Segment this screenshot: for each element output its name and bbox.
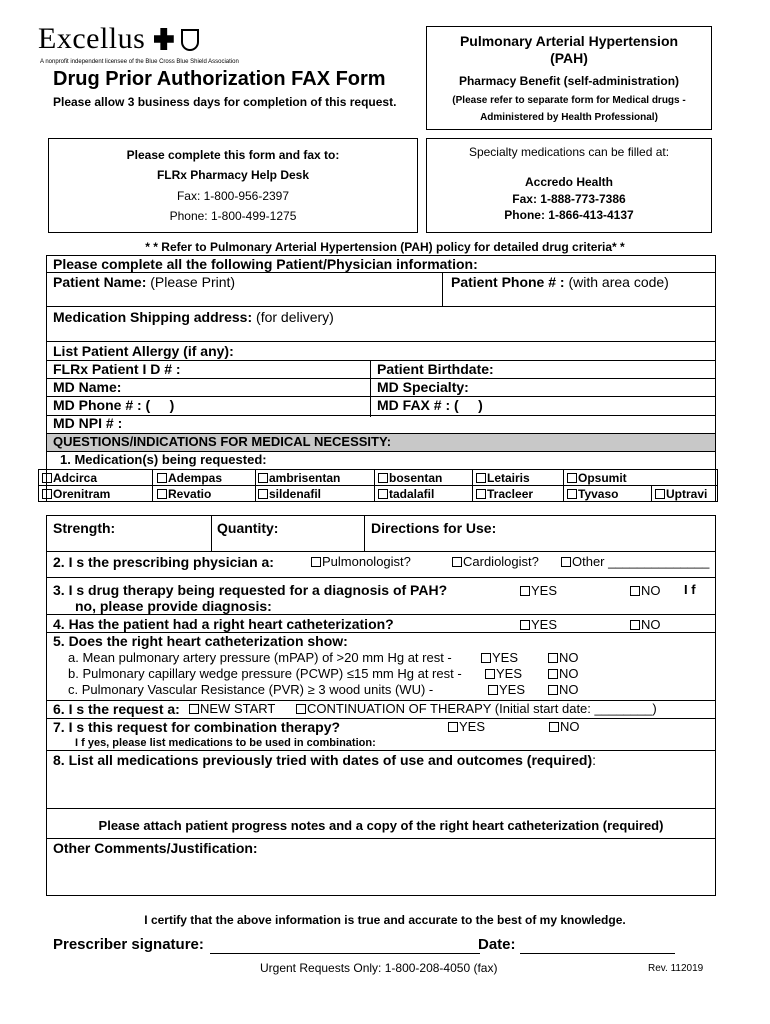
attach-notes-instruction: Please attach patient progress notes and a copy of the right heart catheterization (required)	[98, 818, 664, 833]
med-checkbox-bosentan[interactable]: bosentan	[378, 471, 442, 485]
drug-category-box	[426, 26, 712, 130]
date-label: Date:	[478, 936, 516, 953]
bcbs-shield-icon	[181, 29, 199, 51]
med-checkbox-tyvaso[interactable]: Tyvaso	[567, 487, 618, 501]
q5b-label: b. Pulmonary capillary wedge pressure (PCWP) ≤15 mm Hg at rest -	[68, 666, 462, 681]
help-desk-fax: Fax: 1-800-956-2397	[176, 189, 290, 203]
help-desk-name: FLRx Pharmacy Help Desk	[156, 168, 310, 182]
shipping-address-label: Medication Shipping address:	[53, 309, 253, 325]
md-phone-field[interactable]: MD Phone # : ( )	[53, 397, 175, 413]
page-title: Drug Prior Authorization FAX Form	[53, 68, 386, 90]
q7-combination-note: I f yes, please list medications to be used in combination:	[75, 737, 376, 749]
logo	[38, 22, 199, 56]
drug-category-abbrev: (PAH)	[550, 50, 588, 66]
strength-field[interactable]: Strength:	[53, 520, 116, 536]
patient-info-header: Please complete all the following Patient/Physician information:	[53, 256, 478, 272]
brand-subtitle: A nonprofit independent licensee of the Blue Cross Blue Shield Association	[40, 59, 239, 65]
q5b-yes-checkbox[interactable]: YES	[485, 666, 522, 681]
patient-name-field[interactable]	[53, 274, 235, 290]
specialty-pharmacy-box	[426, 138, 712, 233]
specialty-instructions: Specialty medications can be filled at:	[468, 145, 670, 159]
policy-note: * * Refer to Pulmonary Arterial Hypertension (PAH) policy for detailed drug criteria* *	[145, 240, 625, 254]
q3-no-checkbox[interactable]: NO	[630, 583, 661, 598]
q5c-yes-checkbox[interactable]: YES	[488, 682, 525, 697]
drug-category-title: Pulmonary Arterial Hypertension	[459, 33, 679, 49]
allergy-field[interactable]: List Patient Allergy (if any):	[53, 343, 234, 359]
med-checkbox-letairis[interactable]: Letairis	[476, 471, 530, 485]
q2-cardiologist-checkbox[interactable]: Cardiologist?	[452, 554, 539, 569]
patient-name-label: Patient Name:	[53, 274, 147, 290]
med-checkbox-sildenafil[interactable]: sildenafil	[258, 487, 321, 501]
specialty-pharmacy-fax: Fax: 1-888-773-7386	[512, 192, 626, 206]
md-name-field[interactable]: MD Name:	[53, 379, 122, 395]
q3-if-label: I f	[684, 582, 696, 597]
patient-phone-field[interactable]	[451, 274, 669, 290]
medical-drugs-note-1: (Please refer to separate form for Medical drugs -	[452, 95, 686, 106]
med-checkbox-tracleer[interactable]: Tracleer	[476, 487, 533, 501]
quantity-field[interactable]: Quantity:	[217, 520, 279, 536]
q5a-yes-checkbox[interactable]: YES	[481, 650, 518, 665]
q4-no-checkbox[interactable]: NO	[630, 617, 661, 632]
q7-label: 7. I s this request for combination therapy?	[53, 719, 341, 735]
q2-label: 2. I s the prescribing physician a:	[53, 554, 274, 570]
med-checkbox-opsumit[interactable]: Opsumit	[567, 471, 627, 485]
q8-label: 8. List all medications previously tried with dates of use and outcomes (required)	[53, 752, 593, 768]
md-fax-field[interactable]: MD FAX # : ( )	[377, 397, 483, 413]
med-checkbox-adempas[interactable]: Adempas	[157, 471, 222, 485]
patient-phone-label: Patient Phone # :	[451, 274, 565, 290]
q6-label: 6. I s the request a:	[53, 701, 180, 717]
q5a-no-checkbox[interactable]: NO	[548, 650, 579, 665]
med-checkbox-adcirca[interactable]: Adcirca	[42, 471, 97, 485]
q4-yes-checkbox[interactable]: YES	[520, 617, 557, 632]
comments-field[interactable]: Other Comments/Justification:	[53, 840, 258, 856]
md-npi-field[interactable]: MD NPI # :	[53, 415, 123, 431]
med-checkbox-tadalafil[interactable]: tadalafil	[378, 487, 434, 501]
page-subtitle: Please allow 3 business days for completion of this request.	[53, 95, 397, 109]
q3-label: 3. I s drug therapy being requested for a diagnosis of PAH?	[53, 582, 448, 598]
specialty-pharmacy-name: Accredo Health	[524, 175, 614, 189]
q7-no-checkbox[interactable]: NO	[549, 719, 580, 734]
fax-to-box	[48, 138, 418, 233]
q8-field[interactable]: 8. List all medications previously tried with dates of use and outcomes (required):	[53, 752, 597, 768]
specialty-pharmacy-phone: Phone: 1-866-413-4137	[504, 208, 634, 222]
birthdate-field[interactable]: Patient Birthdate:	[377, 361, 494, 377]
patient-name-hint: (Please Print)	[150, 274, 236, 290]
help-desk-phone: Phone: 1-800-499-1275	[169, 209, 297, 223]
q6-continuation-checkbox[interactable]: CONTINUATION OF THERAPY (Initial start date: ________)	[296, 701, 657, 716]
certification-statement: I certify that the above information is true and accurate to the best of my knowledge.	[144, 913, 626, 927]
shipping-address-hint: (for delivery)	[256, 309, 334, 325]
fax-instructions: Please complete this form and fax to:	[126, 148, 340, 162]
date-line[interactable]	[520, 953, 675, 954]
q3-diagnosis-field[interactable]: no, please provide diagnosis:	[75, 598, 272, 614]
bcbs-cross-icon	[154, 28, 174, 50]
q3-yes-checkbox[interactable]: YES	[520, 583, 557, 598]
med-checkbox-ambrisentan[interactable]: ambrisentan	[258, 471, 340, 485]
q5a-label: a. Mean pulmonary artery pressure (mPAP) of >20 mm Hg at rest -	[68, 650, 452, 665]
patient-id-field[interactable]: FLRx Patient I D # :	[53, 361, 181, 377]
med-checkbox-orenitram[interactable]: Orenitram	[42, 487, 110, 501]
q5c-no-checkbox[interactable]: NO	[548, 682, 579, 697]
brand-name: Excellus	[38, 22, 146, 55]
benefit-type: Pharmacy Benefit (self-administration)	[458, 74, 680, 88]
signature-label: Prescriber signature:	[53, 936, 204, 953]
med-checkbox-revatio[interactable]: Revatio	[157, 487, 211, 501]
medical-drugs-note-2: Administered by Health Professional)	[480, 112, 658, 123]
q5-label: 5. Does the right heart catheterization show:	[53, 633, 348, 649]
q5c-label: c. Pulmonary Vascular Resistance (PVR) ≥ 3 wood units (WU) -	[68, 682, 434, 697]
shipping-address-field[interactable]	[53, 309, 334, 325]
patient-phone-hint: (with area code)	[568, 274, 669, 290]
questions-header: QUESTIONS/INDICATIONS FOR MEDICAL NECESSITY:	[53, 434, 392, 449]
q4-label: 4. Has the patient had a right heart catheterization?	[53, 616, 394, 632]
q6-new-start-checkbox[interactable]: NEW START	[189, 701, 275, 716]
urgent-fax-number: Urgent Requests Only: 1-800-208-4050 (fax)	[260, 961, 498, 975]
med-checkbox-uptravi[interactable]: Uptravi	[655, 487, 707, 501]
q2-other-checkbox[interactable]: Other ______________	[561, 554, 709, 569]
signature-line[interactable]	[210, 953, 480, 954]
q7-yes-checkbox[interactable]: YES	[448, 719, 485, 734]
q2-pulmonologist-checkbox[interactable]: Pulmonologist?	[311, 554, 411, 569]
q5b-no-checkbox[interactable]: NO	[548, 666, 579, 681]
md-specialty-field[interactable]: MD Specialty:	[377, 379, 469, 395]
directions-field[interactable]: Directions for Use:	[371, 520, 497, 536]
revision-number: Rev. 112019	[648, 963, 704, 974]
q1-label: 1. Medication(s) being requested:	[60, 452, 267, 467]
